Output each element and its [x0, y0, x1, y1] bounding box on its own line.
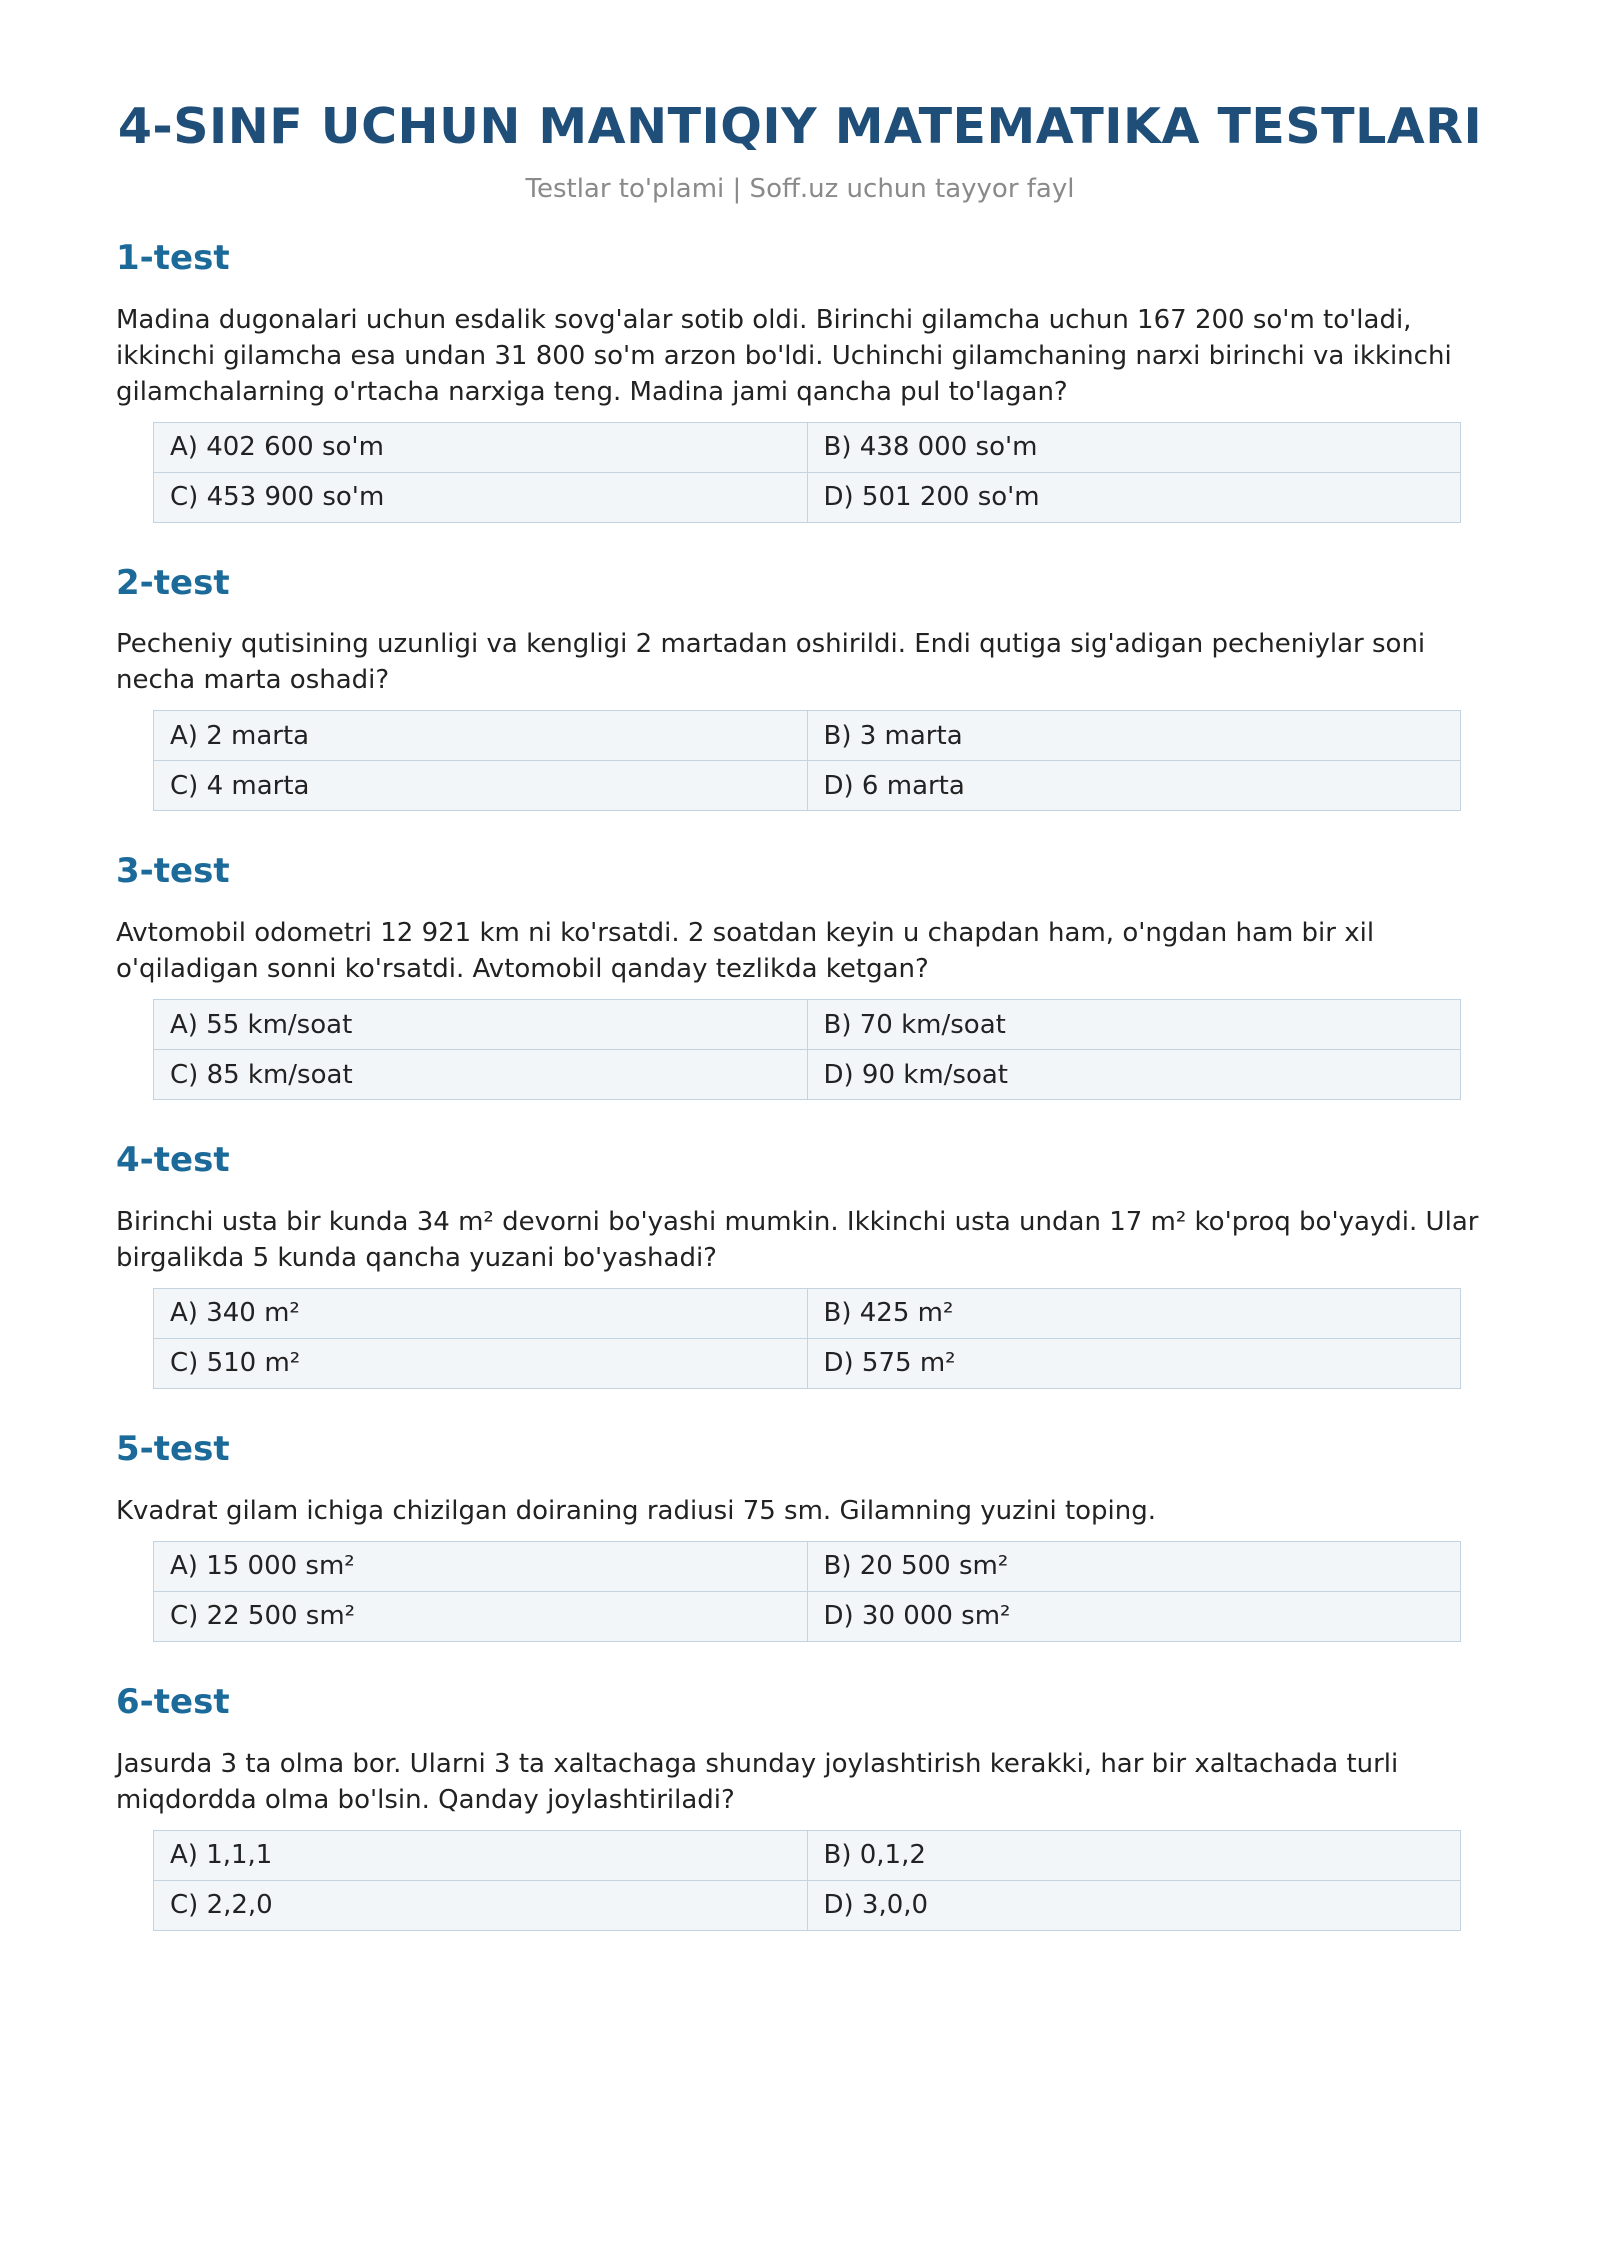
- test-heading: 6-test: [116, 1681, 230, 1722]
- option-c: C) 22 500 sm²: [154, 1591, 808, 1641]
- options-table: [153, 999, 1461, 1100]
- options-table: [153, 710, 1461, 811]
- option-b: B) 438 000 so'm: [807, 422, 1461, 472]
- option-a: A) 340 m²: [154, 1288, 808, 1338]
- test-heading: 3-test: [116, 851, 230, 892]
- option-d: D) 575 m²: [807, 1338, 1461, 1388]
- question-text: Avtomobil odometri 12 921 km ni ko'rsatdi. 2 soatdan keyin u chapdan ham, o'ngdan ham bir xil o'qiladigan sonni ko'rsatdi. Avtomobil qanday tezlikda ketgan?: [116, 918, 1375, 985]
- option-d: D) 90 km/soat: [807, 1050, 1461, 1100]
- option-b: B) 0,1,2: [807, 1830, 1461, 1880]
- test-section: [116, 1429, 1484, 1642]
- question-text: Birinchi usta bir kunda 34 m² devorni bo'yashi mumkin. Ikkinchi usta undan 17 m² ko'proq bo'yaydi. Ular birgalikda 5 kunda qancha yuzani bo'yashadi?: [116, 1206, 1479, 1273]
- test-section: [116, 1682, 1484, 1931]
- question-text: Jasurda 3 ta olma bor. Ularni 3 ta xaltachaga shunday joylashtirish kerakki, har bir xaltachada turli miqdordda olma bo'lsin. Qanday joylashtiriladi?: [116, 1748, 1399, 1815]
- test-section: [116, 1140, 1484, 1389]
- question-text: Kvadrat gilam ichiga chizilgan doiraning radiusi 75 sm. Gilamning yuzini toping.: [116, 1495, 1157, 1526]
- option-a: A) 55 km/soat: [154, 1000, 808, 1050]
- option-d: D) 3,0,0: [807, 1880, 1461, 1930]
- option-a: A) 15 000 sm²: [154, 1541, 808, 1591]
- option-c: C) 2,2,0: [154, 1880, 808, 1930]
- page-subtitle: Testlar to'plami | Soff.uz uchun tayyor fayl: [525, 173, 1075, 204]
- option-a: A) 2 marta: [154, 711, 808, 761]
- test-section: [116, 238, 1484, 523]
- option-c: C) 4 marta: [154, 761, 808, 811]
- test-heading: 2-test: [116, 562, 230, 603]
- options-table: [153, 422, 1461, 523]
- option-b: B) 20 500 sm²: [807, 1541, 1461, 1591]
- test-heading: 1-test: [116, 237, 230, 278]
- document-page: [116, 98, 1484, 1931]
- option-d: D) 501 200 so'm: [807, 472, 1461, 522]
- option-d: D) 6 marta: [807, 761, 1461, 811]
- options-table: [153, 1830, 1461, 1931]
- test-heading: 5-test: [116, 1428, 230, 1469]
- option-a: A) 1,1,1: [154, 1830, 808, 1880]
- option-a: A) 402 600 so'm: [154, 422, 808, 472]
- options-table: [153, 1541, 1461, 1642]
- options-table: [153, 1288, 1461, 1389]
- test-section: [116, 851, 1484, 1100]
- option-c: C) 85 km/soat: [154, 1050, 808, 1100]
- test-section: [116, 563, 1484, 812]
- option-c: C) 453 900 so'm: [154, 472, 808, 522]
- question-text: Madina dugonalari uchun esdalik sovg'alar sotib oldi. Birinchi gilamcha uchun 167 200 so'm to'ladi, ikkinchi gilamcha esa undan 31 800 so'm arzon bo'ldi. Uchinchi gilamchaning narxi birinchi va ikkinchi gilamchalarning o'rtacha narxiga teng. Madina jami qancha pul to'lagan?: [116, 304, 1452, 407]
- option-b: B) 70 km/soat: [807, 1000, 1461, 1050]
- option-c: C) 510 m²: [154, 1338, 808, 1388]
- option-b: B) 3 marta: [807, 711, 1461, 761]
- option-b: B) 425 m²: [807, 1288, 1461, 1338]
- question-text: Pecheniy qutisining uzunligi va kengligi 2 martadan oshirildi. Endi qutiga sig'adigan pecheniylar soni necha marta oshadi?: [116, 629, 1426, 696]
- test-heading: 4-test: [116, 1140, 230, 1181]
- page-title: 4-SINF UCHUN MANTIQIY MATEMATIKA TESTLARI: [117, 98, 1483, 155]
- tests-list: [116, 238, 1484, 1931]
- option-d: D) 30 000 sm²: [807, 1591, 1461, 1641]
